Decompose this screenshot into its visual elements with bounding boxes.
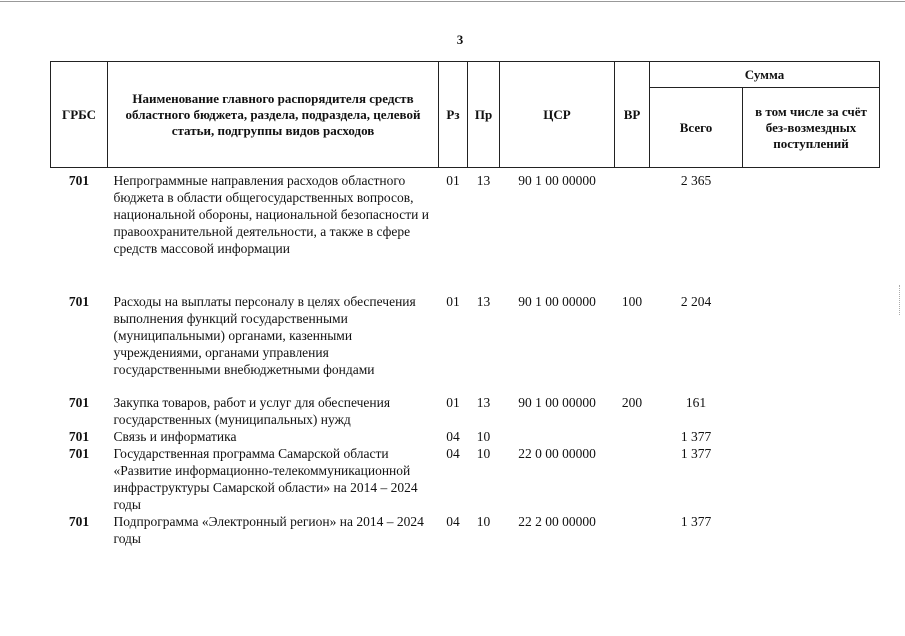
header-vr: ВР <box>615 62 650 168</box>
header-rz: Рз <box>439 62 468 168</box>
header-sum: Сумма <box>650 62 880 88</box>
cell-incl <box>743 513 880 547</box>
cell-rz: 01 <box>446 395 460 410</box>
table-body <box>51 168 880 548</box>
table-row <box>51 445 880 513</box>
table-row <box>51 513 880 547</box>
cell-csr: 90 1 00 00000 <box>518 395 596 410</box>
cell-name: Расходы на выплаты персоналу в целях обеспечения выполнения функций государственными (муниципальными) органами, казенными учреждениями, органами управления государственными внебюджетными фондами <box>113 294 416 377</box>
cell-pr: 13 <box>476 173 491 188</box>
table-row <box>51 293 880 394</box>
cell-name: Непрограммные направления расходов областного бюджета в области общегосударственных вопросов, национальной обороны, национальной безопасности и правоохранительной деятельности, а также в сфере средств массовой информации <box>113 173 429 256</box>
cell-grbs: 701 <box>68 294 90 309</box>
cell-total: 1 377 <box>680 514 712 529</box>
cell-name: Подпрограмма «Электронный регион» на 2014 – 2024 годы <box>113 514 424 546</box>
cell-pr: 10 <box>476 446 491 461</box>
cell-csr: 22 2 00 00000 <box>518 514 596 529</box>
budget-table <box>50 61 880 547</box>
cell-pr: 10 <box>476 514 491 529</box>
cell-total: 2 365 <box>680 173 712 188</box>
cell-vr: 100 <box>621 294 643 309</box>
cell-grbs: 701 <box>68 429 90 444</box>
cell-total: 2 204 <box>680 294 712 309</box>
cell-grbs: 701 <box>68 395 90 410</box>
header-grbs: ГРБС <box>51 62 108 168</box>
cell-vr: 200 <box>621 395 643 410</box>
table-row <box>51 428 880 445</box>
cell-vr <box>615 428 650 445</box>
cell-incl <box>743 168 880 294</box>
margin-dots <box>899 285 903 315</box>
cell-name: Закупка товаров, работ и услуг для обеспечения государственных (муниципальных) нужд <box>113 395 391 427</box>
cell-csr: 22 0 00 00000 <box>518 446 596 461</box>
cell-name: Связь и информатика <box>113 429 237 444</box>
cell-incl <box>743 394 880 428</box>
cell-rz: 01 <box>446 294 460 309</box>
cell-vr <box>615 168 650 294</box>
table-row <box>51 394 880 428</box>
cell-incl <box>743 445 880 513</box>
cell-total: 161 <box>685 395 707 410</box>
table-row <box>51 168 880 294</box>
cell-csr: 90 1 00 00000 <box>518 294 596 309</box>
cell-grbs: 701 <box>68 446 90 461</box>
header-pr: Пр <box>468 62 500 168</box>
cell-pr: 13 <box>476 395 491 410</box>
cell-total: 1 377 <box>680 446 712 461</box>
header-csr: ЦСР <box>500 62 615 168</box>
cell-vr <box>615 445 650 513</box>
cell-incl <box>743 293 880 394</box>
top-edge-rule <box>0 1 905 2</box>
cell-vr <box>615 513 650 547</box>
cell-rz: 04 <box>446 429 460 444</box>
cell-pr: 10 <box>476 429 491 444</box>
cell-rz: 04 <box>446 514 460 529</box>
cell-incl <box>743 428 880 445</box>
header-name: Наименование главного распорядителя средств областного бюджета, раздела, подраздела, целевой статьи, подгруппы видов расходов <box>108 62 439 168</box>
cell-pr: 13 <box>476 294 491 309</box>
header-incl: в том числе за счёт без-возмездных поступлений <box>743 88 880 168</box>
header-total: Всего <box>650 88 743 168</box>
table-header <box>51 62 880 168</box>
cell-total: 1 377 <box>680 429 712 444</box>
cell-rz: 04 <box>446 446 460 461</box>
cell-grbs: 701 <box>68 173 90 188</box>
cell-csr: 90 1 00 00000 <box>518 173 596 188</box>
cell-name: Государственная программа Самарской области «Развитие информационно-телекоммуникационной инфраструктуры Самарской области» на 2014 – 2024 годы <box>113 446 418 512</box>
page-number: 3 <box>456 32 464 47</box>
cell-grbs: 701 <box>68 514 90 529</box>
cell-csr <box>500 428 615 445</box>
cell-rz: 01 <box>446 173 460 188</box>
